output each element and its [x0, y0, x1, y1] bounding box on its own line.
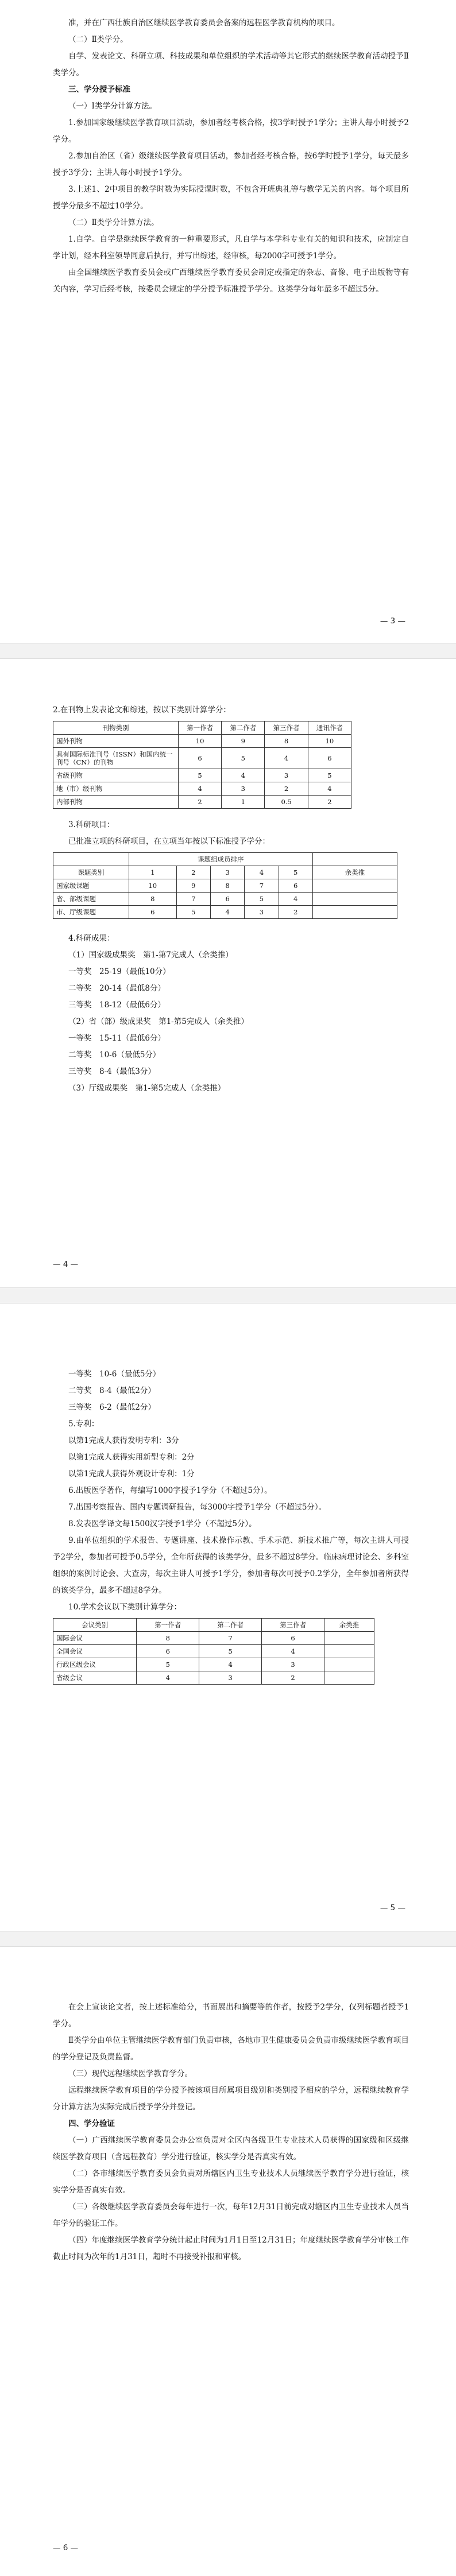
table-header: 第一作者	[137, 1619, 199, 1632]
table-cell	[312, 879, 397, 893]
page-number: — 4 —	[53, 1260, 79, 1269]
table-cell: 4	[210, 906, 244, 919]
table-header	[312, 853, 397, 866]
table-cell: 2	[262, 1671, 324, 1685]
list-item: 三等奖 6-2（最低2分）	[68, 1403, 156, 1412]
table-cell: 4	[178, 782, 221, 796]
table-cell: 3	[222, 782, 265, 796]
table-row	[53, 1671, 374, 1685]
table-cell: 6	[137, 1645, 199, 1658]
list-item: 一等奖 15-11（最低6分）	[68, 1034, 166, 1043]
page-5	[0, 1303, 456, 1931]
table-header: 通讯作者	[308, 721, 351, 735]
paragraph: 远程继续医学教育项目的学分授予按该项目所属项目级别和类别授予相应的学分，远程继续教育学分计算方法为实际完成后授予学分并登记。	[53, 2086, 409, 2112]
table-cell: 4	[262, 1645, 324, 1658]
table-header: 会议类别	[53, 1619, 137, 1632]
table-header: 第一作者	[178, 721, 221, 735]
table-cell: 5	[178, 769, 221, 782]
paragraph: 8.发表医学译文每1500汉字授予1学分（不超过5分）。	[68, 1519, 257, 1528]
table-cell: 具有国际标准刊号（ISSN）和国内统一刊号（CN）的刊物	[53, 748, 179, 769]
table-cell: 4	[279, 893, 312, 906]
paragraph: 准，并在广西壮族自治区继续医学教育委员会备案的远程医学教育机构的项目。	[68, 18, 340, 28]
paragraph: 6.出版医学著作，每编写1000字授予1学分（不超过5分）。	[68, 1486, 272, 1495]
table-header: 4	[245, 866, 279, 879]
paragraph: 已批准立项的科研项目，在立项当年按以下标准授予学分：	[68, 837, 270, 846]
list-item: 4.科研成果：	[68, 934, 115, 943]
page-number: — 5 —	[380, 1903, 405, 1912]
paragraph: 7.出国考察报告、国内专题调研报告，每3000字授予1学分（不超过5分）。	[68, 1503, 327, 1512]
table-cell: 8	[265, 735, 308, 748]
table-header: 刊物类别	[53, 721, 179, 735]
table-header-row	[53, 853, 397, 866]
table-cell: 2	[265, 782, 308, 796]
page-number: — 6 —	[53, 2543, 79, 2552]
table-header: 1	[129, 866, 176, 879]
list-item: 三等奖 8-4（最低3分）	[68, 1067, 156, 1076]
table-row	[53, 782, 351, 796]
paragraph: 10.学术会议以下类别计算学分：	[68, 1603, 181, 1612]
list-item: 一等奖 10-6（最低5分）	[68, 1370, 161, 1379]
page-number: — 3 —	[380, 616, 405, 626]
page-gap	[0, 643, 456, 659]
table-header: 余类推	[324, 1619, 374, 1632]
page-gap	[0, 1287, 456, 1303]
table-cell: 国外刊物	[53, 735, 179, 748]
paragraph: 自学、发表论文、科研立项、科技成果和单位组织的学术活动等其它形式的继续医学教育活动授予Ⅱ类学分。	[53, 52, 409, 77]
list-item: 二等奖 10-6（最低5分）	[68, 1050, 161, 1060]
list-item: （1）国家级成果奖 第1-第7完成人（余类推）	[68, 951, 233, 960]
table-cell: 4	[265, 748, 308, 769]
paragraph: 3.上述1、2中项目的教学时数为实际授课时数，不包含开班典礼等与教学无关的内容。每个项目所授学分最多不超过10学分。	[53, 185, 409, 211]
section-heading: 四、学分验证	[68, 2119, 115, 2128]
table-cell: 5	[199, 1645, 262, 1658]
research-project-table	[53, 852, 397, 919]
paragraph: 3.科研项目：	[68, 820, 115, 829]
table-cell: 2	[308, 796, 351, 809]
table-header: 第三作者	[265, 721, 308, 735]
paragraph: （四）年度继续医学教育学分统计起止时间为1月1日至12月31日；年度继续医学教育学分审核工作截止时间为次年的1月31日，超时不再接受补报和审核。	[53, 2236, 409, 2261]
table-cell	[312, 906, 397, 919]
table-cell: 省级刊物	[53, 769, 179, 782]
paragraph: 1.参加国家级继续医学教育项目活动，参加者经考核合格，按3学时授予1学分；主讲人每小时授予2学分。	[53, 118, 409, 144]
table-cell: 4	[222, 769, 265, 782]
table-header: 5	[279, 866, 312, 879]
table-cell: 4	[308, 782, 351, 796]
table-cell: 9	[176, 879, 210, 893]
table-cell: 4	[199, 1658, 262, 1671]
list-item: 以第1完成人获得实用新型专利：2分	[68, 1453, 195, 1462]
paragraph: （一）广西继续医学教育委员会办公室负责对全区内各级卫生专业技术人员获得的国家级和区级继续医学教育项目（含远程教育）学分进行验证，核实学分是否真实有效。	[53, 2136, 409, 2162]
paragraph: （一）Ⅰ类学分计算方法。	[68, 102, 157, 111]
table-cell: 7	[176, 893, 210, 906]
list-item: 以第1完成人获得发明专利：3分	[68, 1436, 179, 1445]
table-cell: 10	[308, 735, 351, 748]
section-heading: 三、学分授予标准	[68, 85, 130, 94]
table-cell: 5	[176, 906, 210, 919]
table-header-row	[53, 721, 351, 735]
table-header	[53, 853, 129, 866]
table-cell: 3	[199, 1671, 262, 1685]
table-cell: 1	[222, 796, 265, 809]
table-cell: 国家级课题	[53, 879, 129, 893]
table-cell: 6	[129, 906, 176, 919]
table-cell: 3	[245, 906, 279, 919]
table-cell: 10	[178, 735, 221, 748]
table-cell	[324, 1658, 374, 1671]
list-item: 一等奖 25-19（最低10分）	[68, 967, 171, 976]
table-cell: 5	[222, 748, 265, 769]
table-header: 第二作者	[222, 721, 265, 735]
table-cell: 3	[265, 769, 308, 782]
table-cell: 市、厅级课题	[53, 906, 129, 919]
table-header: 第二作者	[199, 1619, 262, 1632]
table-cell: 国际会议	[53, 1632, 137, 1645]
table-cell	[324, 1632, 374, 1645]
table-cell: 3	[262, 1658, 324, 1671]
paragraph: 9.由单位组织的学术报告、专题讲座、技术操作示教、手术示范、新技术推广等，每次主讲人可授予2学分，参加者可授予0.5学分，全年所获得的该类学分，最多不超过8学分。临床病理讨论会、多科室组织的案例讨论会、大查房，每次主讲人可授予1学分，参加者每次可授予0.2学分，全年参加者所获得的该类学分，最多不超过8学分。	[53, 1536, 409, 1595]
table-cell	[324, 1671, 374, 1685]
list-item: 以第1完成人获得外观设计专利：1分	[68, 1469, 195, 1479]
table-row	[53, 748, 351, 769]
table-cell: 8	[129, 893, 176, 906]
paragraph: 1.自学。自学是继续医学教育的一种重要形式，凡自学与本学科专业有关的知识和技术，应制定自学计划，经本科室领导同意后执行，并写出综述，经审核，每2000字可授予1学分。	[53, 235, 409, 261]
table-cell: 2	[279, 906, 312, 919]
table-row	[53, 1658, 374, 1671]
table-cell: 2	[178, 796, 221, 809]
paragraph: 2.参加自治区（省）级继续医学教育项目活动，参加者经考核合格，按6学时授予1学分，每天最多授予3学分；主讲人每小时授予1学分。	[53, 152, 409, 177]
table-cell: 全国会议	[53, 1645, 137, 1658]
table-cell: 6	[262, 1632, 324, 1645]
page-4	[0, 658, 456, 1287]
table-header: 余类推	[312, 866, 397, 879]
table-cell: 6	[308, 748, 351, 769]
page-gap	[0, 1931, 456, 1947]
paragraph: 在会上宣读论文者，按上述标准给分，书面展出和摘要等的作者，按授予2学分，仅列标题者授予1学分。	[53, 2003, 409, 2028]
table-row	[53, 879, 397, 893]
table-cell: 内部刊物	[53, 796, 179, 809]
table-cell: 9	[222, 735, 265, 748]
list-item: 三等奖 18-12（最低6分）	[68, 1000, 166, 1010]
table-row	[53, 893, 397, 906]
table-cell: 省级会议	[53, 1671, 137, 1685]
journal-credit-table	[53, 721, 351, 809]
table-row	[53, 796, 351, 809]
table-row	[53, 906, 397, 919]
table-header: 课题类别	[53, 866, 129, 879]
paragraph: （二）Ⅱ类学分。	[68, 35, 128, 44]
table-cell: 7	[245, 879, 279, 893]
paragraph: （三）现代远程继续医学教育学分。	[68, 2069, 192, 2078]
list-item: 二等奖 20-14（最低8分）	[68, 984, 166, 993]
conference-credit-table	[53, 1618, 374, 1685]
table-cell: 10	[129, 879, 176, 893]
table-header: 第三作者	[262, 1619, 324, 1632]
table-header: 2	[176, 866, 210, 879]
paragraph: 由全国继续医学教育委员会或广西继续医学教育委员会制定或指定的杂志、音像、电子出版物等有关内容，学习后经考核，按委员会规定的学分授予标准授予学分。这类学分每年最多不超过5分。	[53, 268, 409, 294]
table-header: 3	[210, 866, 244, 879]
table-header-row	[53, 866, 397, 879]
page-6	[0, 1946, 456, 2576]
table-cell: 行政区级会议	[53, 1658, 137, 1671]
table-header-row	[53, 1619, 374, 1632]
list-item: （2）省（部）级成果奖 第1-第5完成人（余类推）	[68, 1017, 249, 1026]
paragraph: Ⅱ类学分由单位主管继续医学教育部门负责审核，各地市卫生健康委员会负责市级继续医学教育项目的学分登记及负责监督。	[53, 2036, 409, 2062]
table-cell	[324, 1645, 374, 1658]
table-cell: 5	[308, 769, 351, 782]
paragraph: 2.在刊物上发表论文和综述，按以下类别计算学分：	[53, 705, 231, 715]
list-item: 二等奖 8-4（最低2分）	[68, 1386, 156, 1395]
table-row	[53, 1632, 374, 1645]
paragraph: （三）各级继续医学教育委员会每年进行一次，每年12月31日前完成对辖区内卫生专业技术人员当年学分的验证工作。	[53, 2202, 409, 2228]
table-cell: 6	[178, 748, 221, 769]
table-row	[53, 1645, 374, 1658]
table-cell: 5	[245, 893, 279, 906]
table-row	[53, 769, 351, 782]
table-cell: 省、部级课题	[53, 893, 129, 906]
table-cell	[312, 893, 397, 906]
list-item: （3）厅级成果奖 第1-第5完成人（余类推）	[68, 1084, 226, 1093]
list-item: 5.专利：	[68, 1419, 99, 1429]
table-cell: 4	[137, 1671, 199, 1685]
paragraph: （二）Ⅱ类学分计算方法。	[68, 218, 159, 227]
table-cell: 0.5	[265, 796, 308, 809]
table-cell: 地（市）级刊物	[53, 782, 179, 796]
table-cell: 5	[137, 1658, 199, 1671]
table-cell: 8	[210, 879, 244, 893]
page-3	[0, 0, 456, 644]
table-cell: 6	[279, 879, 312, 893]
paragraph: （二）各市继续医学教育委员会负责对所辖区内卫生专业技术人员继续医学教育学分进行验证，核实学分是否真实有效。	[53, 2169, 409, 2195]
table-cell: 7	[199, 1632, 262, 1645]
table-header: 课题组成员排序	[129, 853, 312, 866]
table-row	[53, 735, 351, 748]
table-cell: 6	[210, 893, 244, 906]
table-cell: 8	[137, 1632, 199, 1645]
